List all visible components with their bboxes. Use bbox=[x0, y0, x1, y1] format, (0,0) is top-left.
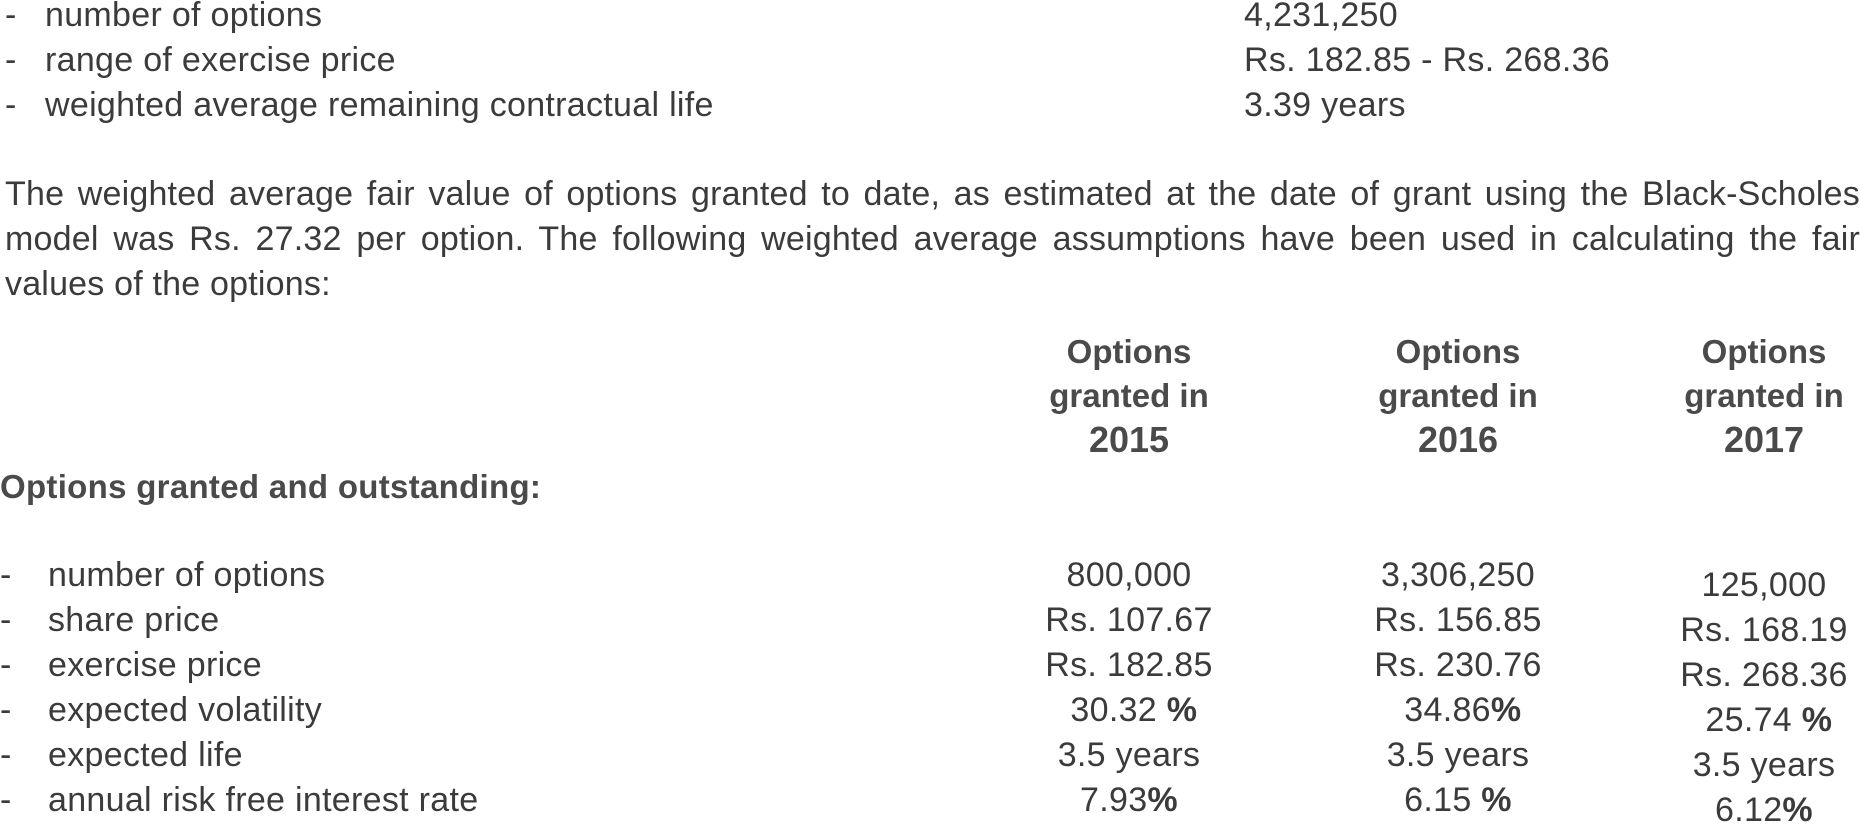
row-label: annual risk free interest rate bbox=[48, 781, 479, 819]
value-cell: Rs. 182.85 bbox=[1045, 646, 1213, 684]
value-cell: 7.93% bbox=[1080, 781, 1178, 819]
value-cell: Rs. 268.36 bbox=[1680, 656, 1848, 694]
value-cell: 30.32 % bbox=[1070, 691, 1198, 729]
value-cell: 25.74 % bbox=[1705, 701, 1833, 739]
value-cell: 3.5 years bbox=[1692, 746, 1836, 784]
column-header-year: 2015 bbox=[1088, 419, 1170, 460]
column-header-line: Options bbox=[1701, 333, 1827, 370]
bullet-dash: - bbox=[0, 646, 12, 684]
value-cell: Rs. 230.76 bbox=[1374, 646, 1542, 684]
top-list-label: range of exercise price bbox=[45, 41, 396, 79]
bullet-dash: - bbox=[0, 781, 12, 819]
value-cell: 3.5 years bbox=[1057, 736, 1201, 774]
row-label: number of options bbox=[48, 556, 326, 594]
value-cell: Rs. 107.67 bbox=[1045, 601, 1213, 639]
row-label: share price bbox=[48, 601, 220, 639]
values-column-2016 bbox=[1338, 553, 1578, 823]
top-list-label: weighted average remaining contractual life bbox=[45, 86, 714, 124]
column-header-year: 2017 bbox=[1723, 419, 1805, 460]
bullet-dash: - bbox=[5, 0, 17, 34]
value-cell: 800,000 bbox=[1066, 556, 1192, 594]
bullet-dash: - bbox=[5, 41, 17, 79]
bullet-dash: - bbox=[0, 556, 12, 594]
column-header-line: granted in bbox=[1049, 377, 1209, 414]
column-header-line: granted in bbox=[1378, 377, 1538, 414]
column-header-2017 bbox=[1644, 330, 1860, 462]
bullet-dash: - bbox=[0, 601, 12, 639]
row-label: expected life bbox=[48, 736, 243, 774]
column-header-line: Options bbox=[1395, 333, 1521, 370]
value-cell: Rs. 168.19 bbox=[1680, 611, 1848, 649]
value-cell: 6.12% bbox=[1715, 791, 1813, 824]
value-cell: 125,000 bbox=[1701, 566, 1827, 604]
column-header-line: granted in bbox=[1684, 377, 1844, 414]
section-title: Options granted and outstanding: bbox=[0, 468, 542, 505]
value-cell: 34.86% bbox=[1404, 691, 1522, 729]
column-header-2015 bbox=[1009, 330, 1249, 462]
value-cell: 3.5 years bbox=[1386, 736, 1530, 774]
value-cell: 3,306,250 bbox=[1381, 556, 1535, 594]
fair-value-paragraph: The weighted average fair value of options granted to date, as estimated at the date of grant using the Black-Scholes model was Rs. 27.32 per option. The following weighted average assumptions have been used in calculating the fair values of the options: bbox=[5, 175, 1860, 303]
values-column-2017 bbox=[1644, 563, 1860, 824]
value-cell: 6.15 % bbox=[1404, 781, 1512, 819]
column-header-line: Options bbox=[1066, 333, 1192, 370]
bullet-dash: - bbox=[0, 691, 12, 729]
top-list-value: Rs. 182.85 - Rs. 268.36 bbox=[1244, 41, 1610, 79]
column-header-year: 2016 bbox=[1417, 419, 1499, 460]
row-label: exercise price bbox=[48, 646, 262, 684]
values-column-2015 bbox=[1009, 553, 1249, 823]
row-label: expected volatility bbox=[48, 691, 323, 729]
bullet-dash: - bbox=[0, 736, 12, 774]
top-list-value: 3.39 years bbox=[1244, 86, 1406, 124]
bullet-dash: - bbox=[5, 86, 17, 124]
top-list-value: 4,231,250 bbox=[1244, 0, 1398, 34]
value-cell: Rs. 156.85 bbox=[1374, 601, 1542, 639]
top-list-label: number of options bbox=[45, 0, 323, 34]
column-header-2016 bbox=[1338, 330, 1578, 462]
